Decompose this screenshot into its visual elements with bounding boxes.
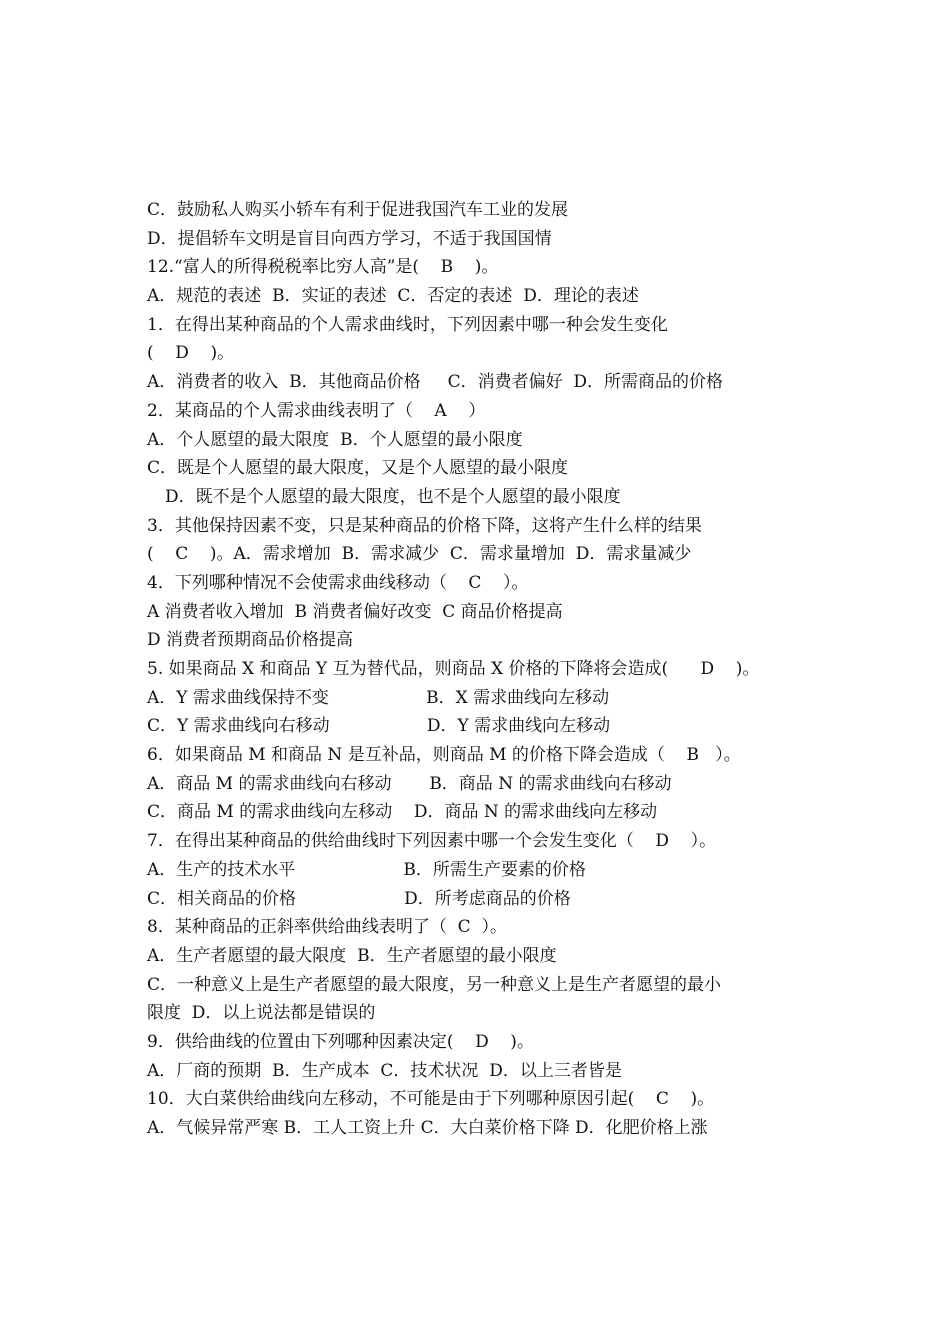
question-7-options-ab: A．生产的技术水平 B．所需生产要素的价格 <box>147 859 586 880</box>
question-9: 9．供给曲线的位置由下列哪种因素决定( D )。 <box>147 1031 534 1052</box>
question-4-options: A 消费者收入增加 B 消费者偏好改变 C 商品价格提高 <box>147 601 563 622</box>
question-4-option-d: D 消费者预期商品价格提高 <box>147 630 354 651</box>
question-10: 10．大白菜供给曲线向左移动，不可能是由于下列哪种原因引起( C )。 <box>147 1089 715 1110</box>
question-8-option-c: C．一种意义上是生产者愿望的最大限度，另一种意义上是生产者愿望的最小 <box>147 974 722 995</box>
text-line: D．提倡轿车文明是盲目向西方学习，不适于我国国情 <box>147 228 552 249</box>
question-6-options-cd: C．商品 M 的需求曲线向左移动 D．商品 N 的需求曲线向左移动 <box>147 802 658 823</box>
question-2-options: A．个人愿望的最大限度 B．个人愿望的最小限度 <box>147 429 523 450</box>
question-5-options-cd: C．Y 需求曲线向右移动 D．Y 需求曲线向左移动 <box>147 716 611 737</box>
question-5-options-ab: A．Y 需求曲线保持不变 B．X 需求曲线向左移动 <box>147 687 610 708</box>
question-7-options-cd: C．相关商品的价格 D．所考虑商品的价格 <box>147 888 571 909</box>
text-line: C．鼓励私人购买小轿车有利于促进我国汽车工业的发展 <box>147 200 569 220</box>
question-2-option-d: D．既不是个人愿望的最大限度，也不是个人愿望的最小限度 <box>165 486 621 507</box>
question-2-option-c: C．既是个人愿望的最大限度，又是个人愿望的最小限度 <box>147 458 569 479</box>
question-12: 12.“富人的所得税税率比穷人高”是( B )。 <box>147 257 499 278</box>
question-8: 8．某种商品的正斜率供给曲线表明了（ C ）。 <box>147 917 507 938</box>
question-7: 7．在得出某种商品的供给曲线时下列因素中哪一个会发生变化（ D ）。 <box>147 831 717 852</box>
question-5: 5. 如果商品 X 和商品 Y 互为替代品，则商品 X 价格的下降将会造成( D )。 <box>147 659 760 679</box>
question-12-options: A．规范的表述 B．实证的表述 C．否定的表述 D．理论的表述 <box>147 286 639 307</box>
question-2: 2．某商品的个人需求曲线表明了（ A ） <box>147 400 486 421</box>
question-1-answer: ( D )。 <box>147 343 235 364</box>
question-3-options: ( C )。A．需求增加 B．需求减少 C．需求量增加 D．需求量减少 <box>147 544 692 565</box>
question-1: 1．在得出某种商品的个人需求曲线时，下列因素中哪一种会发生变化 <box>147 314 668 335</box>
question-4: 4．下列哪种情况不会使需求曲线移动（ C ）。 <box>147 572 529 593</box>
question-1-options: A．消费者的收入 B．其他商品价格 C．消费者偏好 D．所需商品的价格 <box>147 372 724 393</box>
question-9-options: A．厂商的预期 B．生产成本 C．技术状况 D．以上三者皆是 <box>147 1060 622 1081</box>
question-3: 3．其他保持因素不变，只是某种商品的价格下降，这将产生什么样的结果 <box>147 515 702 536</box>
question-10-options: A．气候异常严寒 B．工人工资上升 C．大白菜价格下降 D．化肥价格上涨 <box>147 1118 708 1138</box>
question-8-option-d: 限度 D．以上说法都是错误的 <box>147 1003 376 1024</box>
document-body <box>147 196 807 1143</box>
question-6: 6．如果商品 M 和商品 N 是互补品，则商品 M 的价格下降会造成（ B ）。 <box>147 745 741 766</box>
question-8-options-ab: A．生产者愿望的最大限度 B．生产者愿望的最小限度 <box>147 945 557 966</box>
question-6-options-ab: A．商品 M 的需求曲线向右移动 B．商品 N 的需求曲线向右移动 <box>147 773 672 794</box>
